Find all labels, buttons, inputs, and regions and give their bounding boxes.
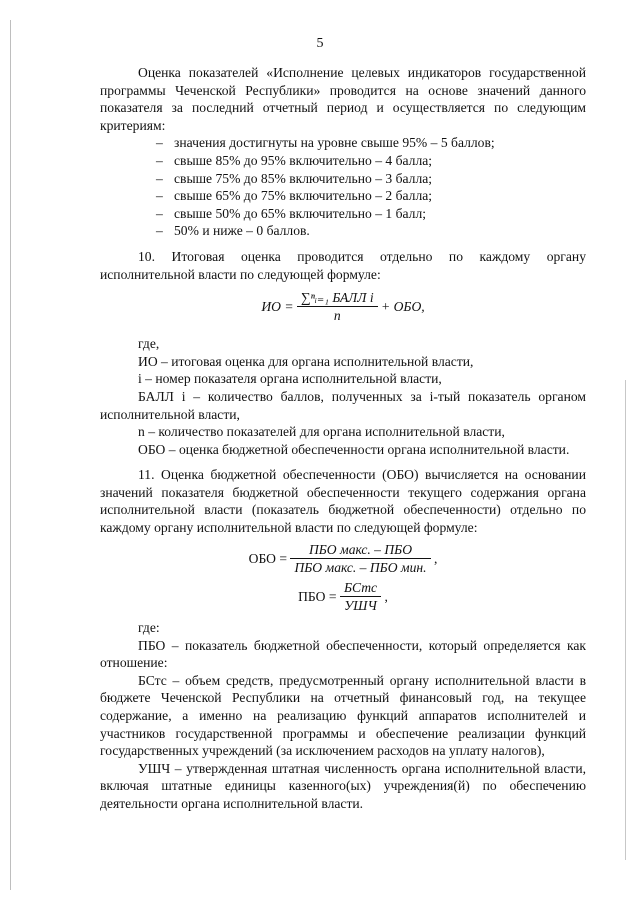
scan-margin-line	[10, 20, 11, 890]
definition: ПБО – показатель бюджетной обеспеченности, который определяется как отношение:	[100, 637, 586, 671]
definition: БСтс – объем средств, предусмотренный органу исполнительной власти в бюджете Чеченской Республики на отчетный финансовый год, на текущее содержание, а именно на реализацию функций аппаратов исполнителей и участников государственной программы и обеспечение реализации функций государственных учреждений (за исключением расходов на уплату налогов),	[100, 672, 586, 759]
formula-obo-fraction	[290, 541, 430, 577]
formula-pbo-lhs: ПБО =	[298, 589, 337, 605]
formula-io-lhs: ИО =	[261, 299, 294, 315]
where-label: где,	[138, 336, 160, 352]
formula-obo	[100, 541, 586, 577]
page-number: 5	[316, 36, 324, 51]
definition: i – номер показателя органа исполнительной власти,	[138, 371, 442, 387]
formula-io-rhs: + ОБО,	[381, 299, 425, 315]
formula-io-denominator: n	[333, 308, 341, 324]
definition: ОБО – оценка бюджетной обеспеченности органа исполнительной власти.	[138, 441, 570, 457]
formula-obo-lhs: ОБО =	[248, 550, 288, 566]
definition: БАЛЛ i – количество баллов, полученных за i-тый показатель органом исполнительной власти,	[100, 388, 586, 422]
formula-pbo-denominator: УШЧ	[344, 598, 377, 614]
scan-margin-line-right	[625, 380, 626, 860]
paragraph-criteria-intro: Оценка показателей «Исполнение целевых индикаторов государственной программы Чеченской Республики» проводится на основе значений данного показателя за последний отчетный период и осуществляется по следующим критериям:	[100, 65, 586, 133]
list-item: – свыше 65% до 75% включительно – 2 балла;	[156, 187, 586, 205]
formula-obo-numerator: ПБО макс. – ПБО	[290, 541, 430, 560]
formula-io-numerator: ∑ⁿᵢ₌₁ БАЛЛ i	[297, 289, 378, 307]
formula-io-fraction	[297, 289, 378, 324]
paragraph-11: 11. Оценка бюджетной обеспеченности (ОБО) вычисляется на основании значений показателя бюджетной обеспеченности текущего содержания органа исполнительной власти (показатель бюджетной обеспеченности) отдельно по каждому органу исполнительной власти по следующей формуле:	[100, 467, 586, 536]
definition: УШЧ – утвержденная штатная численность органа исполнительной власти, включая штатные единицы казенного(ых) учреждения(й) по обеспечению деятельности органа исполнительной власти.	[100, 760, 586, 811]
list-item: – значения достигнуты на уровне свыше 95% – 5 баллов;	[156, 134, 586, 152]
where-label: где:	[138, 620, 160, 636]
formula-obo-denominator: ПБО макс. – ПБО мин.	[294, 560, 427, 576]
list-item: – свыше 50% до 65% включительно – 1 балл;	[156, 205, 586, 223]
formula-pbo-fraction	[340, 579, 381, 615]
formula-pbo	[100, 579, 586, 615]
criteria-list	[100, 134, 586, 240]
definition: n – количество показателей для органа исполнительной власти,	[138, 424, 505, 440]
paragraph-10: 10. Итоговая оценка проводится отдельно по каждому органу исполнительной власти по следующей формуле:	[100, 248, 586, 282]
formula-pbo-numerator: БСтс	[340, 579, 381, 598]
document-body	[100, 64, 586, 813]
list-item: – свыше 75% до 85% включительно – 3 балла;	[156, 170, 586, 188]
definition: ИО – итоговая оценка для органа исполнительной власти,	[138, 353, 474, 369]
formula-io	[100, 289, 586, 329]
formula-obo-rhs: ,	[433, 550, 438, 566]
formula-pbo-rhs: ,	[384, 589, 388, 605]
list-item: – 50% и ниже – 0 баллов.	[156, 222, 586, 240]
list-item: – свыше 85% до 95% включительно – 4 балла;	[156, 152, 586, 170]
